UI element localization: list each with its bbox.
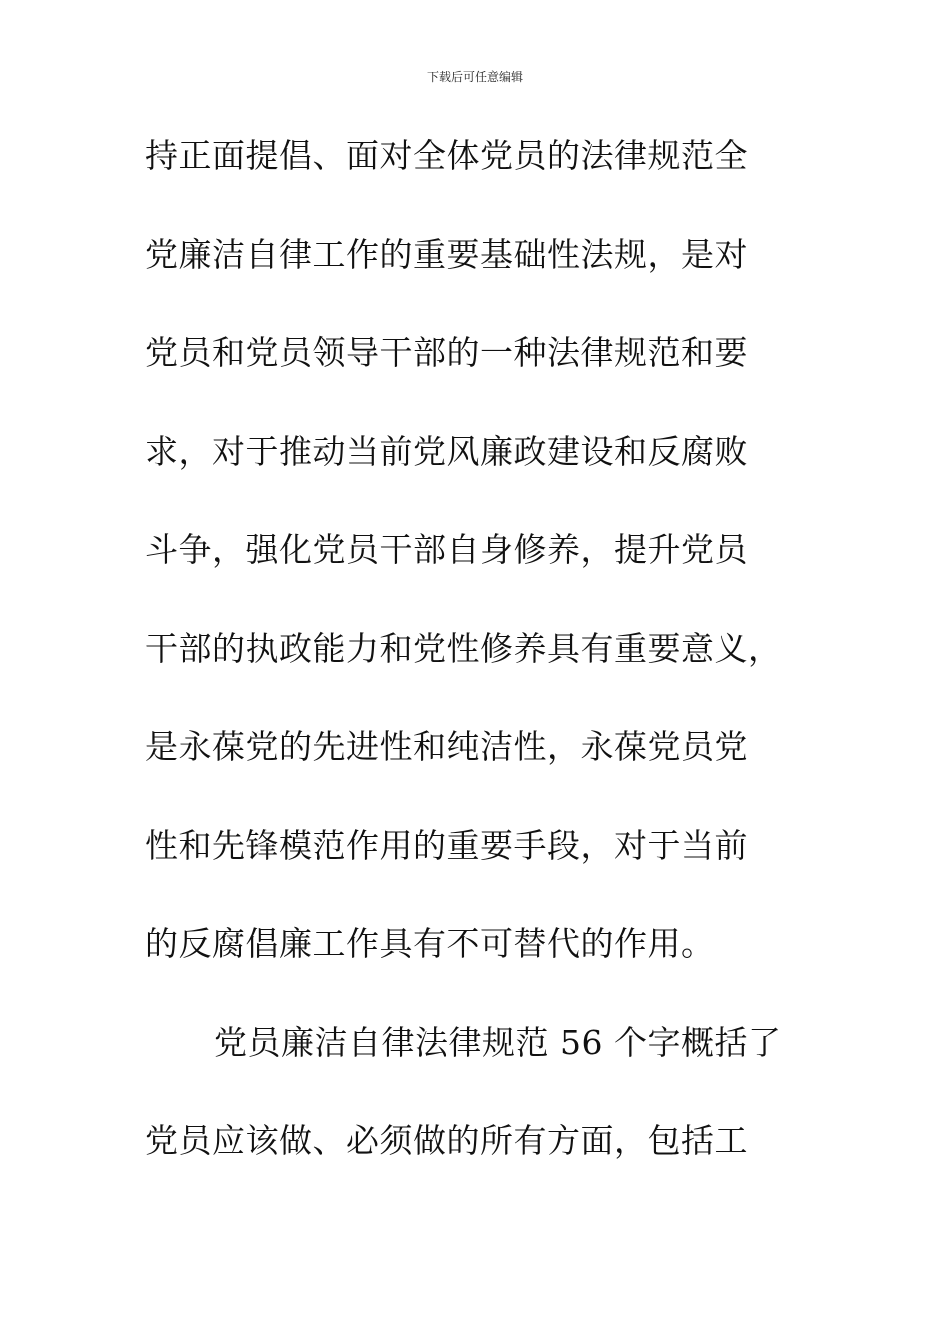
document-body xyxy=(145,126,835,1210)
paragraph-start-line: 党员廉洁自律法律规范 56 个字概括了 xyxy=(214,1022,782,1062)
text-line: 求，对于推动当前党风廉政建设和反腐败 xyxy=(145,431,748,471)
text-line: 是永葆党的先进性和纯洁性，永葆党员党 xyxy=(145,727,748,766)
text-line: 党廉洁自律工作的重要基础性法规，是对 xyxy=(145,234,748,274)
header-note: 下载后可任意编辑 xyxy=(426,70,523,84)
text-line: 的反腐倡廉工作具有不可替代的作用。 xyxy=(145,924,715,963)
text-line: 党员和党员领导干部的一种法律规范和要 xyxy=(145,333,748,372)
text-line: 斗争，强化党员干部自身修养，提升党员 xyxy=(145,530,748,569)
text-line: 性和先锋模范作用的重要手段，对于当前 xyxy=(145,825,748,865)
text-line: 干部的执政能力和党性修养具有重要意义， xyxy=(145,628,782,668)
text-line: 持正面提倡、面对全体党员的法律规范全 xyxy=(145,136,748,175)
text-line: 党员应该做、必须做的所有方面，包括工 xyxy=(145,1121,748,1160)
